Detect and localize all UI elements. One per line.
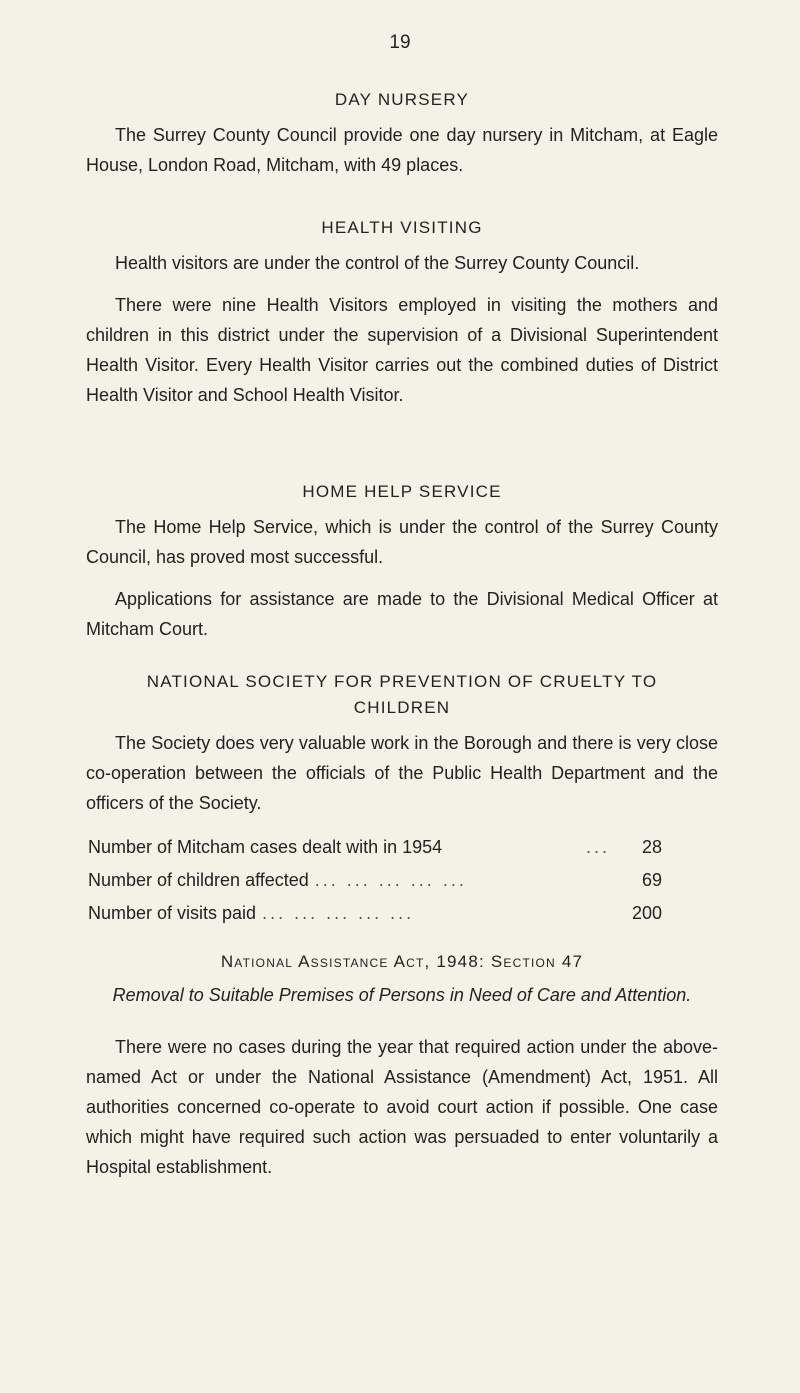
- paragraph-health-visiting-2: There were nine Health Visitors employed in visiting the mothers and children in this district under the supervision of a Divisional Superintendent Health Visitor. Every Health Visitor carries out the combined duties of District Health Visitor and School Health Visitor.: [86, 295, 718, 405]
- heading-health-visiting: HEALTH VISITING: [321, 218, 483, 237]
- stat-value: 69: [641, 870, 662, 890]
- section-home-help: [86, 482, 718, 644]
- paragraph-day-nursery-1: The Surrey County Council provide one day nursery in Mitcham, at Eagle House, London Road, Mitcham, with 49 places.: [86, 125, 718, 175]
- paragraph-home-help-2: Applications for assistance are made to the Divisional Medical Officer at Mitcham Court.: [86, 589, 718, 639]
- section-national-assistance: [86, 952, 718, 1182]
- paragraph-national-assistance-1: There were no cases during the year that required action under the above-named Act or under the National Assistance (Amendment) Act, 1951. All authorities concerned co-operate to avoid court action if possible. One case which might have required such action was persuaded to enter voluntarily a Hospital establishment.: [86, 1037, 718, 1177]
- nspcc-stats-list: [86, 832, 718, 928]
- section-nspcc: [86, 672, 718, 931]
- stat-label: Number of Mitcham cases dealt with in 1954: [88, 837, 443, 857]
- paragraph-nspcc-1: The Society does very valuable work in the Borough and there is very close co-operation between the officials of the Public Health Department and the officers of the Society.: [86, 733, 718, 813]
- stat-leader-dots: ... ... ... ... ...: [262, 903, 415, 923]
- heading-national-assistance: National Assistance Act, 1948: Section 47: [220, 952, 584, 971]
- heading-nspcc-line1: NATIONAL SOCIETY FOR PREVENTION OF CRUELTY TO: [146, 672, 658, 691]
- page-number: 19: [389, 32, 411, 53]
- stat-value: 200: [631, 903, 662, 923]
- stat-row: [86, 898, 662, 928]
- stat-leader-dots: ...: [585, 837, 610, 857]
- stat-row: [86, 832, 662, 862]
- subheading-removal: Removal to Suitable Premises of Persons in Need of Care and Attention.: [112, 985, 692, 1005]
- heading-nspcc-line2: CHILDREN: [353, 698, 451, 717]
- stat-value: 28: [641, 837, 662, 857]
- heading-day-nursery: DAY NURSERY: [334, 90, 470, 109]
- section-health-visiting: [86, 218, 718, 410]
- paragraph-home-help-1: The Home Help Service, which is under the control of the Surrey County Council, has proved most successful.: [86, 517, 718, 567]
- heading-home-help: HOME HELP SERVICE: [302, 482, 502, 501]
- section-day-nursery: [86, 90, 718, 180]
- paragraph-health-visiting-1: Health visitors are under the control of the Surrey County Council.: [115, 253, 640, 273]
- stat-leader-dots: ... ... ... ... ...: [314, 870, 467, 890]
- stat-row: [86, 865, 662, 895]
- stat-label: Number of children affected: [88, 870, 309, 890]
- stat-label: Number of visits paid: [88, 903, 257, 923]
